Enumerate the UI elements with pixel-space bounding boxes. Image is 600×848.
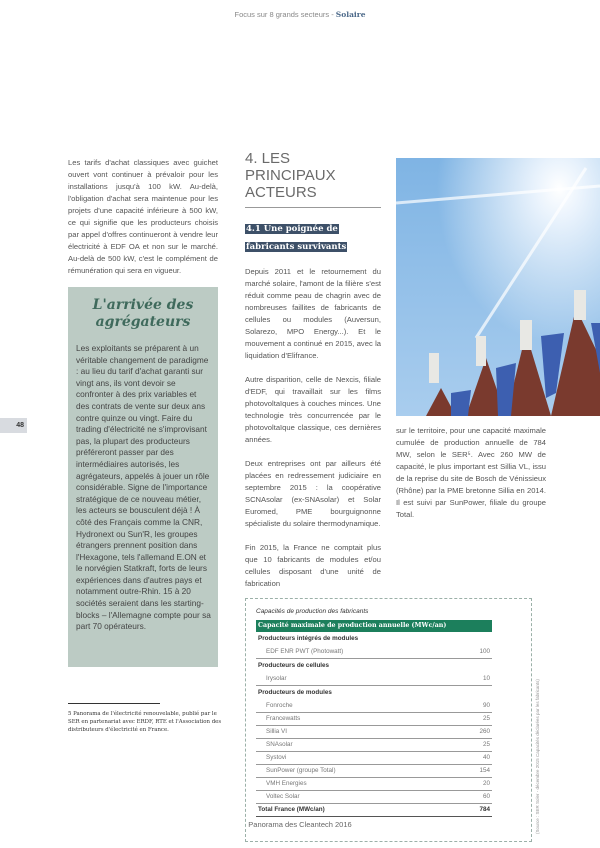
table-row <box>256 778 492 791</box>
running-header <box>0 10 600 19</box>
table-row <box>256 791 492 804</box>
footnote-rule <box>68 703 160 704</box>
solar-roofs-photo <box>396 158 600 416</box>
footnote: 5 Panorama de l'électricité renouvelable, publié par le SER en partenariat avec ERDF, RTE et l'Association des distributeurs d'électricité en France. <box>68 711 222 733</box>
row-name: Sillia VI <box>266 728 287 735</box>
capacity-table <box>256 620 492 817</box>
header-section: Focus sur 8 grands secteurs - <box>234 10 334 19</box>
row-name: Francewatts <box>266 715 301 722</box>
row-value: 90 <box>482 702 490 709</box>
paragraph: Fin 2015, la France ne comptait plus que 10 fabricants de modules et/ou cellules disposant d'une unité de fabrication <box>245 543 381 588</box>
sidebar-box-title: L'arrivée des agrégateurs <box>92 297 194 330</box>
row-value: 260 <box>479 728 490 735</box>
row-name: EDF ENR PWT (Photowatt) <box>266 648 344 655</box>
table-row <box>256 700 492 713</box>
intro-column <box>68 157 218 277</box>
paragraph: Deux entreprises ont par ailleurs été placées en redressement judiciaire en septembre 2015 : la coopérative SCNAsolar (ex-SNAsolar) et Solar Euromed, PME bourguignonne spécialiste du solaire thermodynamique. <box>245 459 381 528</box>
row-value: 154 <box>479 767 490 774</box>
table-row <box>256 765 492 778</box>
paragraph: Depuis 2011 et le retournement du marché solaire, l'amont de la filière s'est réduit comme peau de chagrin avec de nombreuses faillites de fabricants de cellules ou modules (Auversun, Solarezo, MPO Energy...). Et le mouvement a continué en 2015, avec la liquidation d'Elifrance. <box>245 267 381 360</box>
table-row <box>256 713 492 726</box>
sidebar-box-text: Les exploitants se préparent à un véritable changement de paradigme : au lieu du tarif d'achat garanti sur vingt ans, ils vont devoir se confronter à des prix variables et des contrats de vente sur deux ans contre quinze ou vingt. Faire du trading d'électricité ne s'improvisant pas, la plupart des producteurs préféreront passer par des intermédiaires autorisés, les agrégateurs, appelés à jouer un rôle considérable. Signe de l'importance stratégique de ce nouveau métier, les acteurs se bousculent déjà ! À côté des Français comme la CNR, Hydronext ou Sun'R, les groupes étrangers prennent position dans l'Hexagone, tels l'allemand E.ON et le norvégien Statkraft, forts de leurs expériences dans d'autres pays et notamment outre-Rhin. 15 à 20 sociétés seraient dans les starting-blocks – l'Allemagne compte pour sa part 70 opérateurs. <box>76 343 211 632</box>
row-name: Systovi <box>266 754 287 761</box>
left-column <box>68 157 222 734</box>
paragraph: sur le territoire, pour une capacité maximale cumulée de production annuelle de 784 MW, selon le SER⁵. Avec 260 MW de capacité, le plus important est Sillia VL, issu de la reprise du site de Bosch de Vénissieux (Rhône) par la PME bretonne Sillia en 2014. Il est suivi par SunPower, filiale du groupe Total. <box>396 426 546 519</box>
table-row <box>256 673 492 686</box>
table-group-label: Producteurs intégrés de modules <box>258 635 359 642</box>
table-source: (Source : SER Soler - décembre 2015 Capacités déclarées par les fabricants) <box>535 679 540 834</box>
row-name: Voltec Solar <box>266 793 300 800</box>
table-frame <box>245 598 540 842</box>
total-value: 784 <box>479 806 490 813</box>
section-title: 4. LES PRINCIPAUX ACTEURS <box>245 150 381 208</box>
table-row <box>256 726 492 739</box>
table-total-row <box>256 804 492 817</box>
row-name: SNAsolar <box>266 741 293 748</box>
subsection-title-text: 4.1 Une poignée de fabricants survivants <box>246 224 347 252</box>
table-header: Capacité maximale de production annuelle (MWc/an) <box>256 620 492 632</box>
row-name: Irysolar <box>266 675 287 682</box>
right-column <box>396 425 546 533</box>
header-sector: Solaire <box>335 10 366 19</box>
row-value: 25 <box>482 715 490 722</box>
row-value: 40 <box>482 754 490 761</box>
table-row <box>256 646 492 659</box>
row-value: 20 <box>482 780 490 787</box>
paragraph: Les tarifs d'achat classiques avec guichet ouvert vont continuer à prévaloir pour les installations jusqu'à 100 kW. Au-delà, l'obligation d'achat sera maintenue pour les projets d'une capacité inférieure à 500 kW, ce qui signifie que les producteurs choisis par appel d'offres continueront à vendre leur électricité à EDF OA et non sur le marché. Au-delà de 500 kW, c'est le complément de rémunération qui sera en vigueur. <box>68 158 218 275</box>
row-value: 60 <box>482 793 490 800</box>
subsection-title <box>245 218 381 254</box>
paragraph: Autre disparition, celle de Nexcis, filiale d'EDF, qui travaillait sur les films photovoltaïques à couches minces. Une technologie très concurrencée par le photovoltaïque classique, ces dernières années. <box>245 375 381 444</box>
table-caption: Capacités de production des fabricants <box>256 608 369 615</box>
page-number: 48 <box>0 418 27 433</box>
row-name: SunPower (groupe Total) <box>266 767 336 774</box>
page-footer: Panorama des Cleantech 2016 <box>248 820 352 829</box>
aggregators-sidebar-box <box>68 287 218 667</box>
table-group-label: Producteurs de cellules <box>258 662 330 669</box>
table-row <box>256 739 492 752</box>
middle-column <box>245 266 381 590</box>
total-name: Total France (MWc/an) <box>258 806 325 813</box>
table-row <box>256 752 492 765</box>
row-name: Fonroche <box>266 702 293 709</box>
row-name: VMH Energies <box>266 780 307 787</box>
table-group-label: Producteurs de modules <box>258 689 332 696</box>
row-value: 10 <box>482 675 490 682</box>
row-value: 25 <box>482 741 490 748</box>
row-value: 100 <box>479 648 490 655</box>
